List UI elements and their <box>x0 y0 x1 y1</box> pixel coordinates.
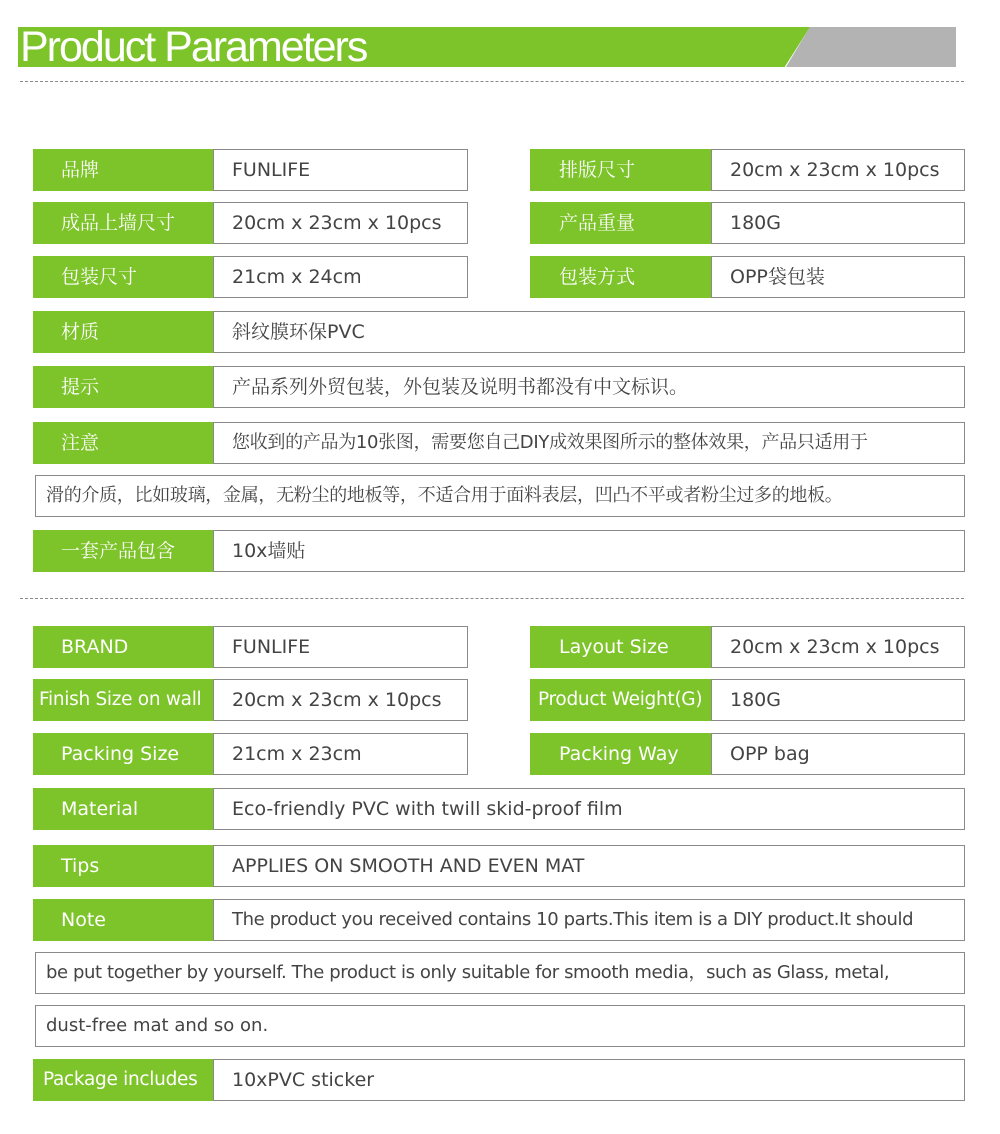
weight-value: 180G <box>711 202 965 244</box>
weight-label: Product Weight(G) <box>530 679 711 721</box>
divider <box>20 81 964 82</box>
finish-size-label: Finish Size on wall <box>33 679 213 721</box>
header <box>0 0 1000 90</box>
packing-size-label: 包装尺寸 <box>33 256 213 298</box>
note-value-line2: 滑的介质，比如玻璃，金属，无粉尘的地板等，不适合用于面料表层，凹凸不平或者粉尘过多的地板。 <box>35 475 965 517</box>
note-value-line2: be put together by yourself. The product is only suitable for smooth media，such as Glass, metal, <box>35 952 965 994</box>
note-label: Note <box>33 899 213 941</box>
packing-way-value: OPP bag <box>711 733 965 775</box>
title-accent-bar <box>786 27 956 67</box>
page-title: Product Parameters <box>20 23 367 71</box>
finish-size-value: 20cm x 23cm x 10pcs <box>213 202 468 244</box>
packing-size-value: 21cm x 24cm <box>213 256 468 298</box>
package-includes-label: Package includes <box>33 1059 213 1101</box>
package-includes-value: 10x墙贴 <box>213 530 965 572</box>
brand-label: 品牌 <box>33 149 213 191</box>
layout-size-value: 20cm x 23cm x 10pcs <box>711 626 965 668</box>
note-value-line1: 您收到的产品为10张图，需要您自己DIY成效果图所示的整体效果，产品只适用于 <box>213 422 965 464</box>
weight-label: 产品重量 <box>530 202 711 244</box>
material-value: Eco-friendly PVC with twill skid-proof film <box>213 788 965 830</box>
layout-size-label: Layout Size <box>530 626 711 668</box>
weight-value: 180G <box>711 679 965 721</box>
brand-value: FUNLIFE <box>213 626 468 668</box>
tips-label: 提示 <box>33 366 213 408</box>
note-label: 注意 <box>33 422 213 464</box>
package-includes-value: 10xPVC sticker <box>213 1059 965 1101</box>
note-value-line3: dust-free mat and so on. <box>35 1005 965 1047</box>
packing-size-value: 21cm x 23cm <box>213 733 468 775</box>
section-divider <box>20 598 964 599</box>
layout-size-label: 排版尺寸 <box>530 149 711 191</box>
brand-value: FUNLIFE <box>213 149 468 191</box>
material-label: Material <box>33 788 213 830</box>
tips-value: APPLIES ON SMOOTH AND EVEN MAT <box>213 845 965 887</box>
finish-size-label: 成品上墙尺寸 <box>33 202 213 244</box>
packing-way-label: Packing Way <box>530 733 711 775</box>
finish-size-value: 20cm x 23cm x 10pcs <box>213 679 468 721</box>
packing-size-label: Packing Size <box>33 733 213 775</box>
note-value-line1: The product you received contains 10 parts.This item is a DIY product.It should <box>213 899 965 941</box>
packing-way-label: 包装方式 <box>530 256 711 298</box>
material-value: 斜纹膜环保PVC <box>213 311 965 353</box>
brand-label: BRAND <box>33 626 213 668</box>
layout-size-value: 20cm x 23cm x 10pcs <box>711 149 965 191</box>
tips-label: Tips <box>33 845 213 887</box>
tips-value: 产品系列外贸包装，外包装及说明书都没有中文标识。 <box>213 366 965 408</box>
material-label: 材质 <box>33 311 213 353</box>
package-includes-label: 一套产品包含 <box>33 530 213 572</box>
packing-way-value: OPP袋包装 <box>711 256 965 298</box>
